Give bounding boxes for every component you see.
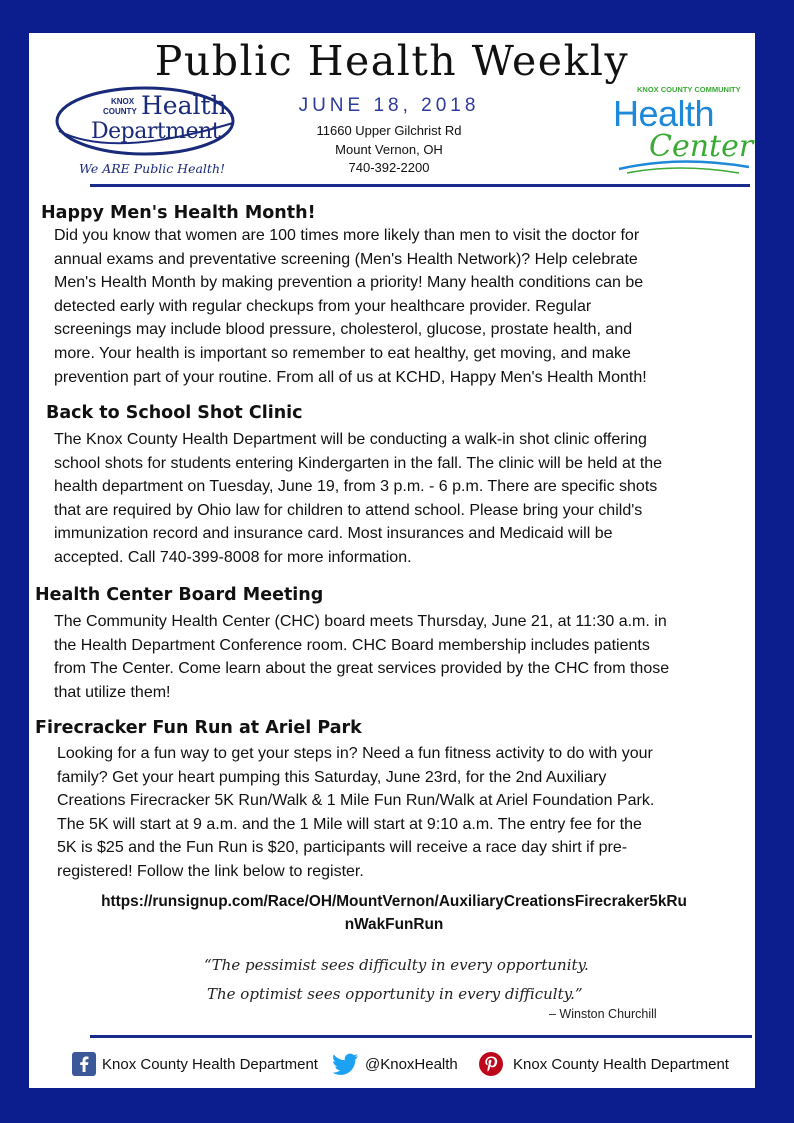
body-line: health department on Tuesday, June 19, from 3 p.m. - 6 p.m. There are specific shots [54,478,658,496]
pinterest-label: Knox County Health Department [513,1055,729,1073]
address-line-1: 11660 Upper Gilchrist Rd [316,123,462,138]
body-line: school shots for students entering Kindergarten in the fall. The clinic will be held at the [54,454,663,472]
quote-line-2: The optimist sees opportunity in every difficulty.” [207,985,583,1003]
footer-pinterest[interactable] [479,1051,729,1077]
issue-date: JUNE 18, 2018 [298,95,480,116]
body-line: The Community Health Center (CHC) board meets Thursday, June 21, at 11:30 a.m. in [54,613,667,630]
twitter-icon [333,1053,359,1075]
registration-link-line-2[interactable]: nWakFunRun [344,916,444,933]
chc-small-text: KNOX COUNTY COMMUNITY [637,85,741,94]
body-line: family? Get your heart pumping this Saturday, June 23rd, for the 2nd Auxiliary [57,768,607,786]
kchd-logo-word-department: Department [91,119,221,144]
facebook-label: Knox County Health Department [102,1055,318,1073]
body-line: annual exams and preventative screening (Men's Health Network)? Help celebrate [54,250,638,268]
body-line: detected early with regular checkups from your healthcare provider. Regular [54,297,592,315]
quote-line-1: “The pessimist sees difficulty in every opportunity. [204,956,589,974]
body-line: more. Your health is important so remember to eat healthy, get moving, and make [54,344,631,362]
kchd-small-text-2: COUNTY [103,107,137,116]
body-line: that are required by Ohio law for children to attend school. Please bring your child's [54,501,643,519]
body-line: accepted. Call 740-399-8008 for more information. [54,548,412,566]
registration-link-line-1[interactable]: https://runsignup.com/Race/OH/MountVernon/AuxiliaryCreationsFirecraker5kRu [101,893,687,910]
section-body-fun-run [57,742,743,884]
body-line: Did you know that women are 100 times more likely than men to visit the doctor for [54,227,640,244]
body-line: from The Center. Come learn about the great services provided by the CHC from those [54,660,670,678]
twitter-label: @KnoxHealth [365,1055,458,1073]
newsletter-page [29,33,755,1088]
kchd-logo [53,85,243,177]
body-line: the Health Department Conference room. CHC Board membership includes patients [54,636,650,654]
chc-logo-word-center: Center [649,129,754,164]
body-line: Looking for a fun way to get your steps in? Need a fun fitness activity to do with your [57,745,653,762]
phone-number: 740-392-2200 [348,160,430,175]
footer-twitter[interactable] [333,1051,458,1077]
body-line: prevention part of your routine. From all of us at KCHD, Happy Men's Health Month! [54,368,647,386]
pinterest-icon [479,1052,503,1076]
section-heading-mens-health: Happy Men's Health Month! [41,203,316,223]
kchd-tagline: We ARE Public Health! [79,161,226,176]
footer-divider [90,1035,752,1038]
newsletter-title: Public Health Weekly [154,37,630,85]
facebook-icon [72,1052,96,1076]
body-line: The Knox County Health Department will be conducting a walk-in shot clinic offering [54,431,647,448]
section-body-board-meeting [54,610,740,704]
kchd-small-text-1: KNOX [111,97,135,106]
body-line: screenings may include blood pressure, cholesterol, glucose, prostate health, and [54,321,633,339]
section-heading-fun-run: Firecracker Fun Run at Ariel Park [35,718,362,738]
section-body-shot-clinic [54,428,740,570]
chc-swoosh [609,83,754,178]
footer-facebook[interactable] [72,1051,318,1077]
body-line: registered! Follow the link below to register. [57,862,364,880]
body-line: that utilize them! [54,683,171,701]
chc-logo-word-health: Health [613,93,715,134]
section-heading-shot-clinic: Back to School Shot Clinic [46,403,303,423]
body-line: Creations Firecracker 5K Run/Walk & 1 Mile Fun Run/Walk at Ariel Foundation Park. [57,792,655,810]
body-line: Men's Health Month by making prevention a priority! Many health conditions can be [54,274,644,292]
body-line: immunization record and insurance card. Most insurances and Medicaid will be [54,525,613,543]
body-line: 5K is $25 and the Fun Run is $20, participants will receive a race day shirt if pre- [57,839,628,857]
kchd-logo-word-health: Health [141,91,227,120]
chc-logo [609,83,754,178]
section-body-mens-health [54,224,740,389]
header-divider [90,184,750,187]
address-line-2: Mount Vernon, OH [335,142,443,157]
body-line: The 5K will start at 9 a.m. and the 1 Mile will start at 9:10 a.m. The entry fee for the [57,815,642,833]
quote-author: – Winston Churchill [549,1007,657,1021]
section-heading-board-meeting: Health Center Board Meeting [35,585,324,605]
registration-link[interactable] [49,890,739,936]
